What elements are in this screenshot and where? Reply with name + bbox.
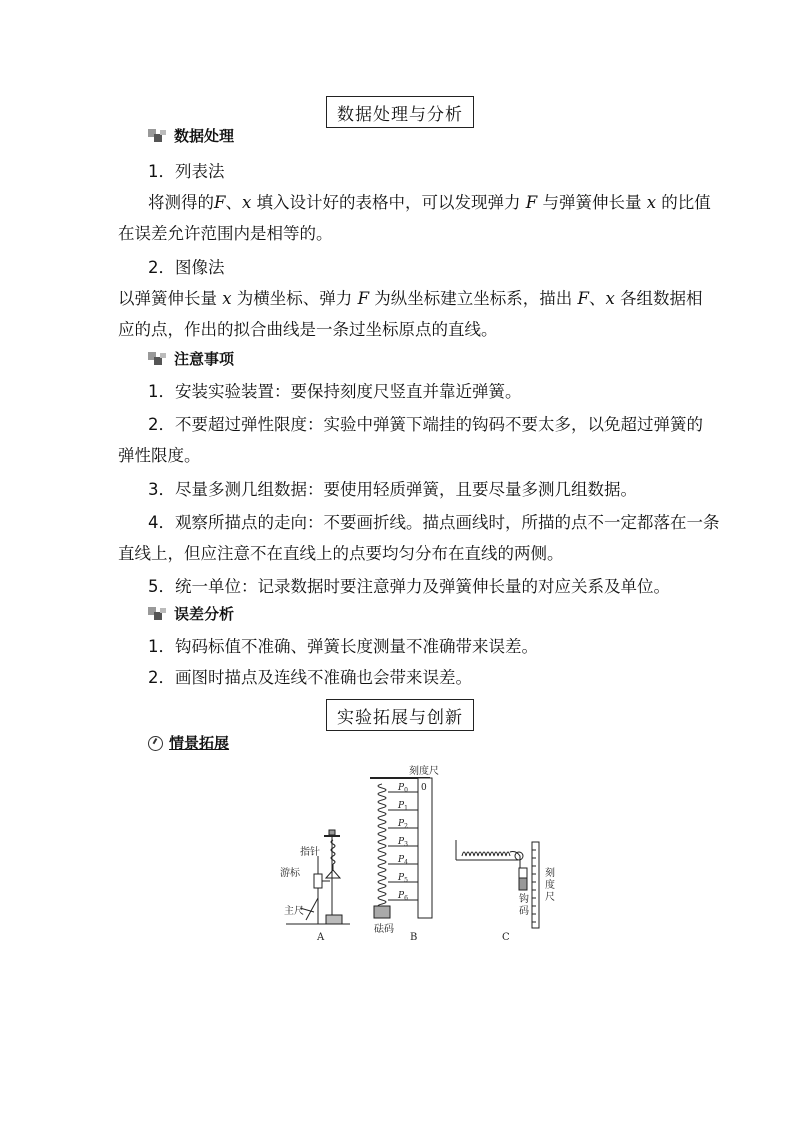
square-bullet-icon xyxy=(148,129,168,143)
note-2-line1: 2．不要超过弹性限度：实验中弹簧下端挂的钩码不要太多，以免超过弹簧的 xyxy=(148,415,703,434)
experiment-figure xyxy=(270,760,570,950)
square-bullet-icon xyxy=(148,352,168,366)
b-position-label-2: $P_2$ xyxy=(398,819,408,830)
svg-text:尺: 尺 xyxy=(545,892,555,903)
subhead-label: 误差分析 xyxy=(174,605,235,623)
error-2: 2．画图时描点及连线不准确也会带来误差。 xyxy=(148,668,472,687)
clock-icon xyxy=(148,736,163,751)
svg-text:钩: 钩 xyxy=(519,894,529,905)
b-position-label-0: $P_0$ xyxy=(398,783,408,794)
b-position-label-6: $P_6$ xyxy=(398,891,408,902)
label-b-ruler: 刻度尺 xyxy=(409,766,439,777)
label-a-pointer: 指针 xyxy=(300,847,320,858)
section-title-extension-text: 实验拓展与创新 xyxy=(326,699,474,731)
method2-line1: 以弹簧伸长量 x 为横坐标、弹力 F 为纵坐标建立坐标系，描出 F、x 各组数据相 xyxy=(118,289,703,308)
note-3: 3．尽量多测几组数据：要使用轻质弹簧，且要尽量多测几组数据。 xyxy=(148,480,637,499)
subhead-errors xyxy=(148,604,234,624)
svg-text:刻: 刻 xyxy=(545,868,555,879)
label-b-weight: 砝码 xyxy=(374,924,394,935)
b-position-label-4: $P_4$ xyxy=(398,855,408,866)
caption-b: B xyxy=(410,932,418,943)
method1-title: 1．列表法 xyxy=(148,162,225,181)
method2-title: 2．图像法 xyxy=(148,258,225,277)
note-4-line2: 直线上，但应注意不在直线上的点要均匀分布在直线的两侧。 xyxy=(118,544,564,563)
square-bullet-icon xyxy=(148,607,168,621)
label-b-zero: 0 xyxy=(421,783,427,793)
note-1: 1．安装实验装置：要保持刻度尺竖直并靠近弹簧。 xyxy=(148,382,522,401)
section-title-extension xyxy=(0,699,800,731)
note-2-line2: 弹性限度。 xyxy=(118,446,201,465)
caption-c: C xyxy=(502,932,510,943)
method1-line1: 将测得的F、x 填入设计好的表格中，可以发现弹力 F 与弹簧伸长量 x 的比值 xyxy=(148,193,711,212)
b-position-label-1: $P_1$ xyxy=(398,801,408,812)
subhead-label: 数据处理 xyxy=(174,127,235,145)
label-c-weight xyxy=(519,892,529,917)
svg-text:度: 度 xyxy=(545,880,555,891)
section-title-processing-text: 数据处理与分析 xyxy=(326,96,474,128)
note-4-line1: 4．观察所描点的走向：不要画折线。描点画线时，所描的点不一定都落在一条 xyxy=(148,513,720,532)
method2-line2: 应的点，作出的拟合曲线是一条过坐标原点的直线。 xyxy=(118,320,498,339)
label-a-main-scale: 主尺 xyxy=(284,906,304,917)
note-5: 5．统一单位：记录数据时要注意弹力及弹簧伸长量的对应关系及单位。 xyxy=(148,577,670,596)
label-c-ruler xyxy=(545,866,555,903)
error-1: 1．钩码标值不准确、弹簧长度测量不准确带来误差。 xyxy=(148,637,538,656)
subhead-label: 注意事项 xyxy=(174,350,235,368)
b-position-labels xyxy=(397,783,408,902)
subhead-scenario xyxy=(148,733,229,753)
subhead-notes xyxy=(148,349,234,369)
b-position-label-3: $P_3$ xyxy=(398,837,408,848)
method1-line2: 在误差允许范围内是相等的。 xyxy=(118,224,333,243)
section-title-processing xyxy=(0,96,800,128)
svg-text:码: 码 xyxy=(519,906,529,917)
subhead-label: 情景拓展 xyxy=(169,734,230,752)
b-position-label-5: $P_5$ xyxy=(398,873,408,884)
label-a-vernier: 游标 xyxy=(280,868,300,879)
subhead-data-processing xyxy=(148,126,234,146)
caption-a: A xyxy=(317,932,325,943)
